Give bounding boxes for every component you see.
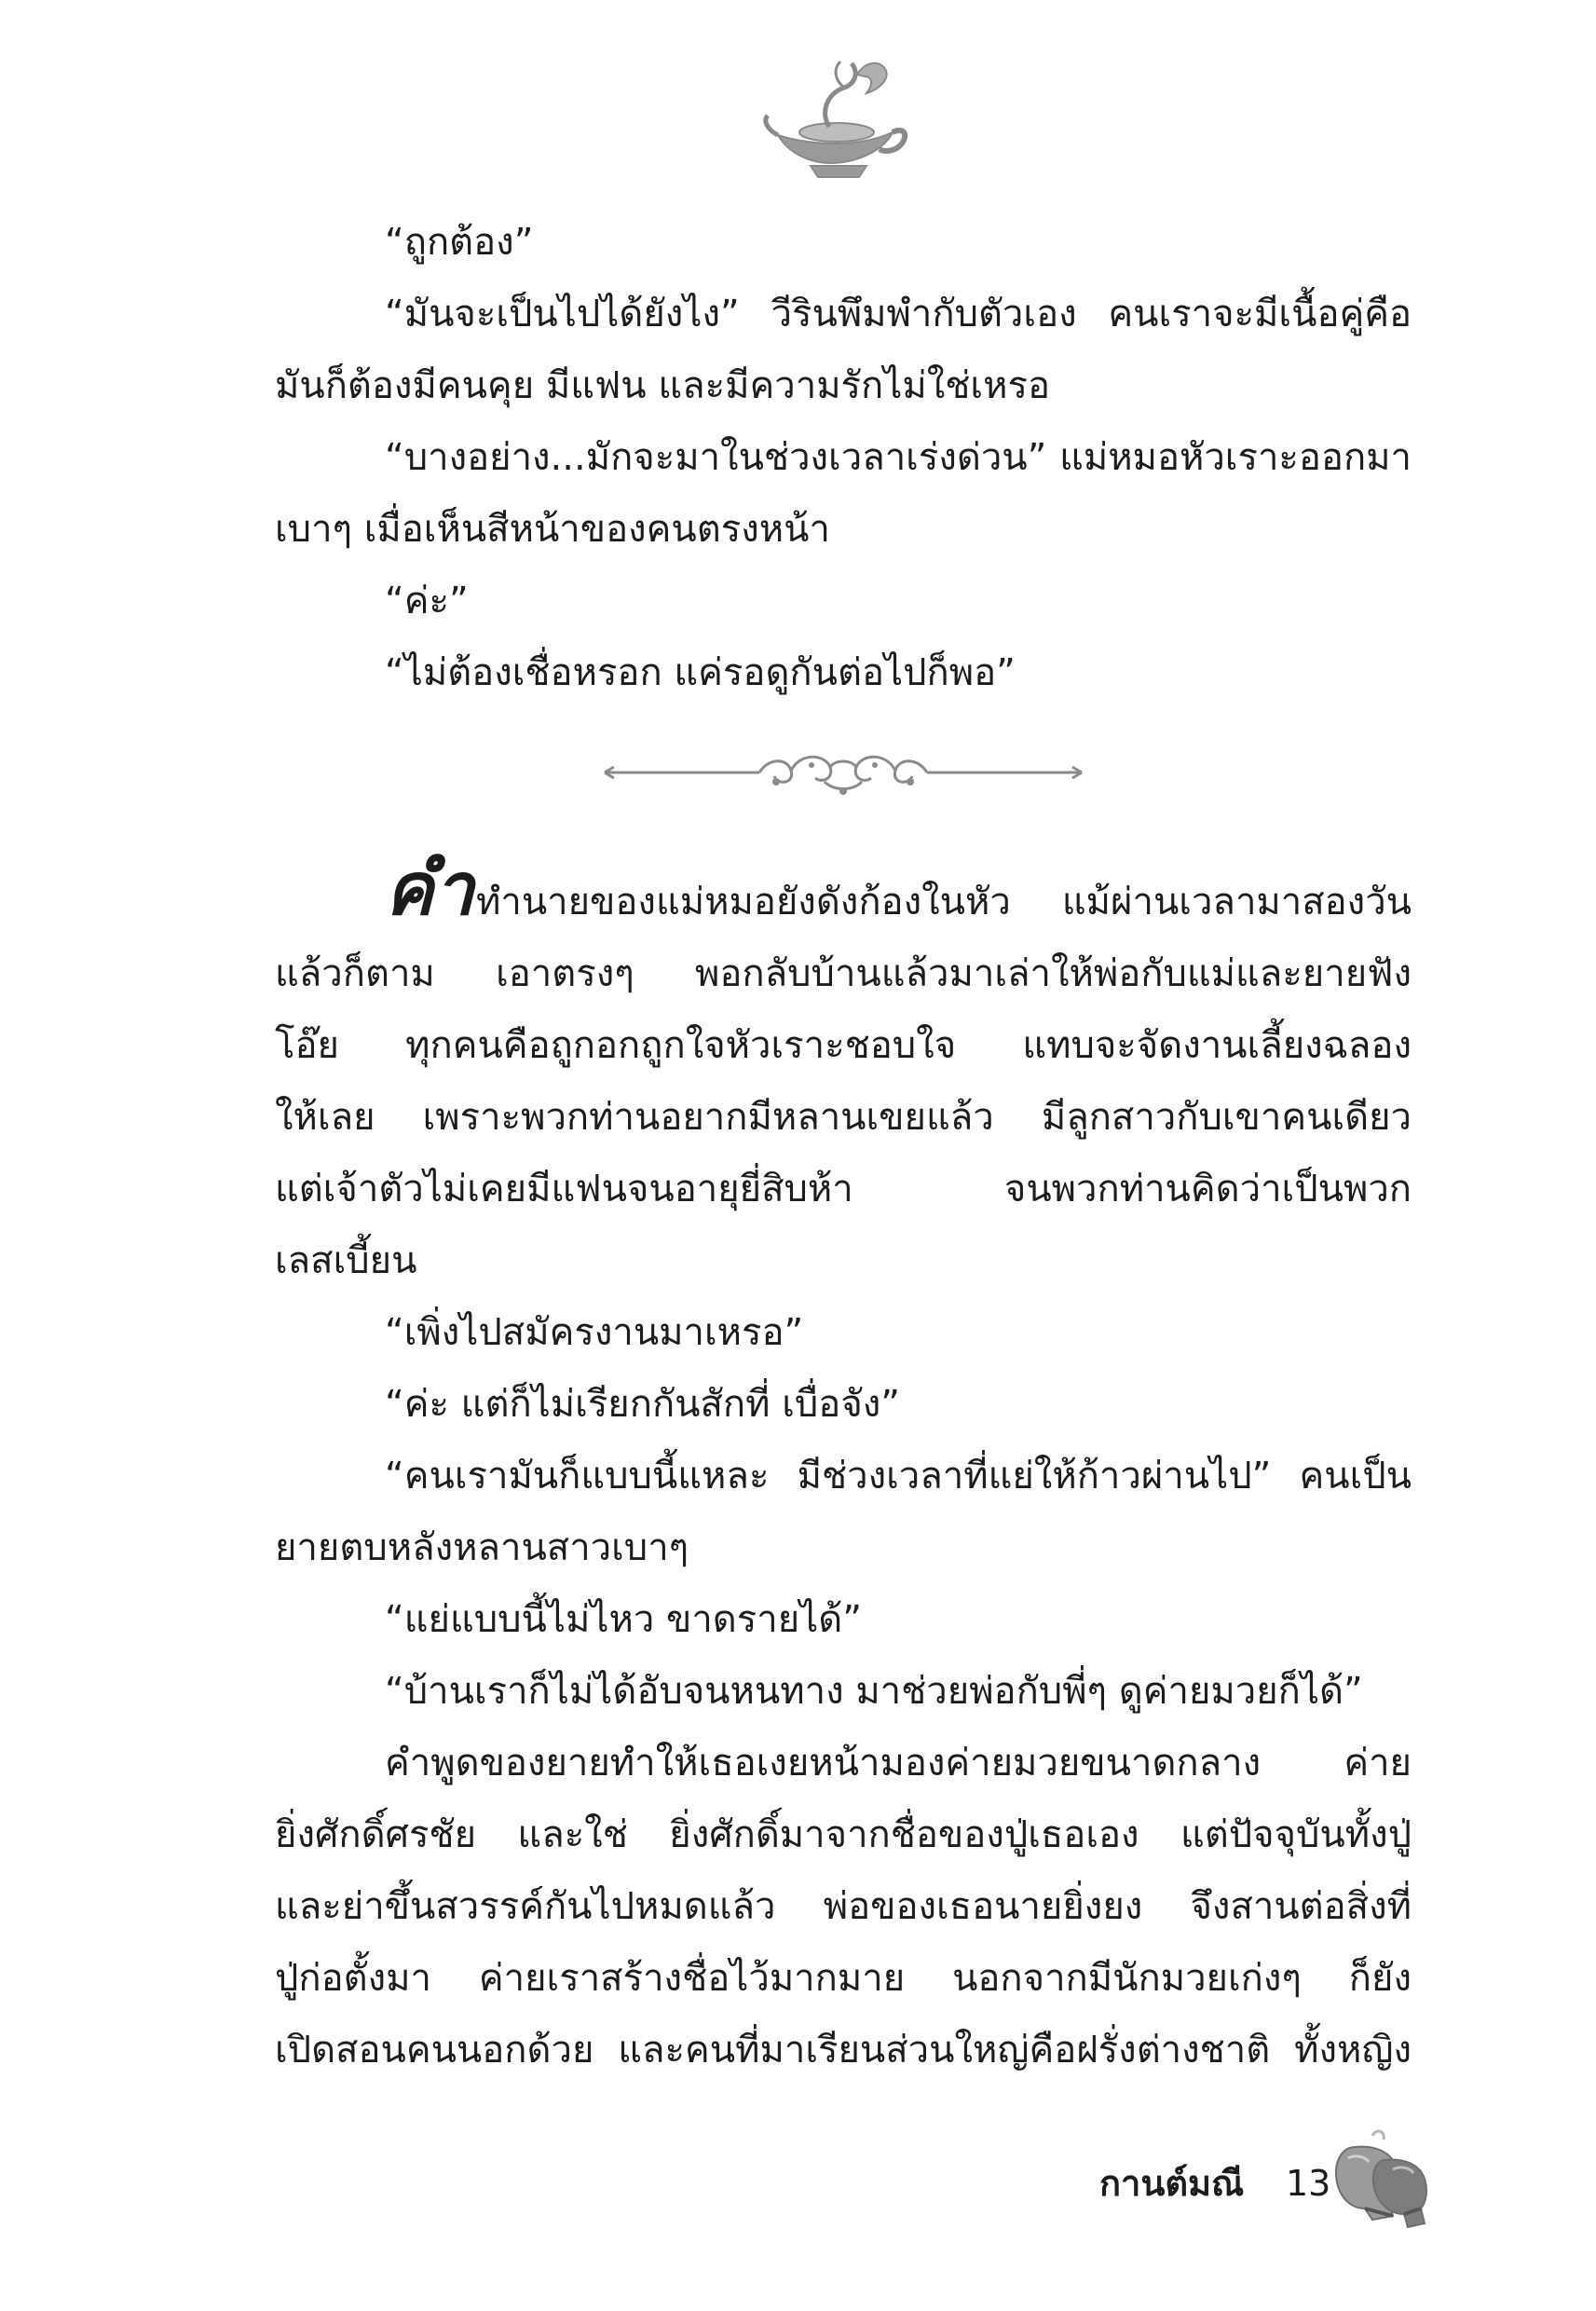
boxing-gloves-icon	[1328, 2126, 1430, 2234]
paragraph	[275, 207, 1412, 279]
text-line: คำพูดของยายทำให้เธอเงยหน้ามองค่ายมวยขนาดกลาง ค่าย	[385, 1742, 1412, 1785]
section-divider	[275, 709, 1412, 855]
paragraph	[275, 1369, 1412, 1441]
text-line: แต่เจ้าตัวไม่เคยมีแฟนจนอายุยี่สิบห้า จนพวกท่านคิดว่าเป็นพวก	[275, 1168, 1412, 1210]
text-line: “ถูกต้อง”	[385, 221, 534, 264]
paragraph-dropcap	[275, 848, 1412, 1297]
text-line: “บ้านเราก็ไม่ได้อับจนหนทาง มาช่วยพ่อกับพี่ๆ ดูค่ายมวยก็ได้”	[385, 1670, 1363, 1713]
text-line: แล้วก็ตาม เอาตรงๆ พอกลับบ้านแล้วมาเล่าให้พ่อกับแม่และยายฟัง	[275, 952, 1412, 995]
text-line: ปู่ก่อตั้งมา ค่ายเราสร้างชื่อไว้มากมาย นอกจากมีนักมวยเก่งๆ ก็ยัง	[275, 1957, 1412, 2000]
text-line: ยิ่งศักดิ์ศรชัย และใช่ ยิ่งศักดิ์มาจากชื่อของปู่เธอเอง แต่ปัจจุบันทั้งปู่	[275, 1813, 1412, 1856]
paragraph	[275, 1584, 1412, 1656]
text-line: ทำนายของแม่หมอยังดังก้องในหัว แม้ผ่านเวลามาสองวัน	[475, 881, 1412, 923]
text-line: เปิดสอนคนนอกด้วย และคนที่มาเรียนส่วนใหญ่คือฝรั่งต่างชาติ ทั้งหญิง	[275, 2029, 1412, 2072]
paragraph	[275, 1441, 1412, 1584]
text-line: “แย่แบบนี้ไม่ไหว ขาดรายได้”	[385, 1598, 862, 1641]
page-number: 13	[1286, 2163, 1331, 2204]
paragraph	[275, 1728, 1412, 2086]
text-line: และย่าขึ้นสวรรค์กันไปหมดแล้ว พ่อของเธอนายยิ่งยง จึงสานต่อสิ่งที่	[275, 1885, 1412, 1928]
paragraph	[275, 637, 1412, 709]
drop-cap: คำ	[385, 848, 476, 932]
text-line: “มันจะเป็นไปได้ยังไง” วีรินพึมพำกับตัวเอง คนเราจะมีเนื้อคู่คือ	[385, 293, 1412, 335]
paragraph	[275, 566, 1412, 637]
text-line: เบาๆ เมื่อเห็นสีหน้าของคนตรงหน้า	[275, 508, 830, 551]
text-line: “ไม่ต้องเชื่อหรอก แค่รอดูกันต่อไปก็พอ”	[385, 651, 1016, 694]
scroll-divider-ornament	[601, 745, 1085, 800]
text-line: มันก็ต้องมีคนคุย มีแฟน และมีความรักไม่ใช่เหรอ	[275, 364, 1050, 407]
paragraph	[275, 422, 1412, 566]
text-line: “บางอย่าง...มักจะมาในช่วงเวลาเร่งด่วน” แม่หมอหัวเราะออกมา	[385, 436, 1412, 479]
genie-lamp-icon	[755, 47, 913, 186]
paragraph	[275, 1297, 1412, 1369]
text-line: โอ๊ย ทุกคนคือถูกอกถูกใจหัวเราะชอบใจ แทบจะจัดงานเลี้ยงฉลอง	[275, 1024, 1412, 1067]
paragraph	[275, 279, 1412, 422]
text-line: “ค่ะ”	[385, 580, 469, 622]
text-block	[275, 207, 1412, 2086]
paragraph	[275, 1656, 1412, 1728]
text-line: “คนเรามันก็แบบนี้แหละ มีช่วงเวลาที่แย่ให้ก้าวผ่านไป” คนเป็น	[385, 1455, 1412, 1497]
text-line: ให้เลย เพราะพวกท่านอยากมีหลานเขยแล้ว มีลูกสาวกับเขาคนเดียว	[275, 1096, 1412, 1139]
text-line: ยายตบหลังหลานสาวเบาๆ	[275, 1526, 689, 1569]
book-title: กานต์มณี	[1099, 2163, 1245, 2204]
text-line: “ค่ะ แต่ก็ไม่เรียกกันสักที่ เบื่อจัง”	[385, 1383, 901, 1426]
text-line: เลสเบี้ยน	[275, 1239, 417, 1282]
text-line: “เพิ่งไปสมัครงานมาเหรอ”	[385, 1311, 804, 1354]
